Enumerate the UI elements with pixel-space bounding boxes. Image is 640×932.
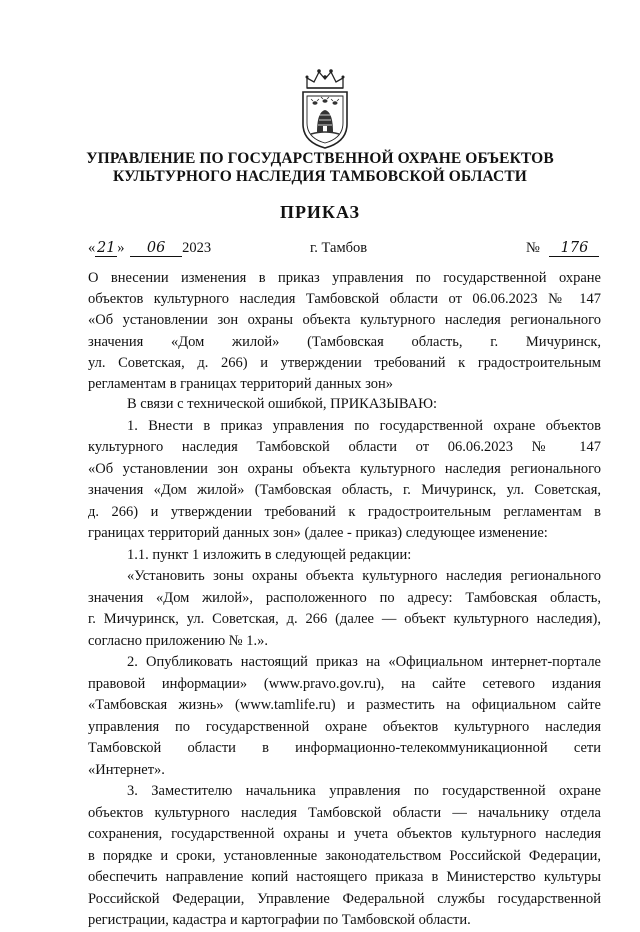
subject-line: объектов культурного наследия Тамбовской области от 06.06.2023 № 147 — [88, 291, 601, 308]
body-line: 1.1. пункт 1 изложить в следующей редакции: — [127, 546, 412, 563]
number-value: 176 — [549, 241, 599, 257]
body-line: «Об установлении зон охраны объекта культурного наследия регионального — [88, 460, 601, 477]
subject-line: «Об установлении зон охраны объекта культурного наследия регионального — [88, 312, 601, 329]
body-line: д. 266) и утверждении требований к градостроительным регламентам в — [88, 503, 601, 520]
body-line: обеспечить направление копий настоящего приказа в Министерство культуры — [88, 869, 601, 885]
subject-line: значения «Дом жилой» (Тамбовская область, г. Мичуринск, — [88, 333, 601, 350]
body-line: В связи с технической ошибкой, ПРИКАЗЫВАЮ: — [127, 396, 438, 412]
subject-line: регламентам в границах территорий данных зон» — [88, 375, 394, 392]
tambov-coat-of-arms-emblem — [297, 66, 353, 150]
body-line: «Тамбовская жизнь» (www.tamlife.ru) и разместить на официальном сайте — [88, 697, 601, 713]
date-day: 21 — [97, 240, 116, 256]
organization-name-line-2: КУЛЬТУРНОГО НАСЛЕДИЯ ТАМБОВСКОЙ ОБЛАСТИ — [113, 168, 527, 185]
body-line: значения «Дом жилой» (Тамбовская область, г. Мичуринск, ул. Советская, — [88, 482, 601, 498]
date-quote-open: « — [88, 240, 96, 256]
number-label: № — [526, 240, 540, 256]
body-line: культурного наследия Тамбовской области от 06.06.2023 № 147 — [88, 439, 601, 455]
body-line: 1. Внести в приказ управления по государственной охране объектов — [127, 417, 601, 434]
body-line: «Интернет». — [88, 761, 165, 778]
body-line: 3. Заместителю начальника управления по государственной охране — [127, 783, 601, 799]
body-line: границах территорий данных зон» (далее - приказ) следующее изменение: — [88, 525, 548, 541]
subject-line: ул. Советская, д. 266) и утверждении требований к градостроительным — [88, 354, 601, 371]
document-subject — [88, 268, 601, 395]
body-line: сохранения, государственной охраны и учета объектов культурного наследия — [88, 826, 601, 842]
body-line: управления по государственной охране объектов культурного наследия — [88, 718, 601, 735]
body-line: «Установить зоны охраны объекта культурного наследия регионального — [127, 568, 601, 584]
body-line: объектов культурного наследия Тамбовской области — начальнику отдела — [88, 804, 601, 821]
body-line: 2. Опубликовать настоящий приказ на «Официальном интернет-портале — [127, 654, 601, 670]
date-year: 2023 — [182, 240, 212, 256]
body-line: правовой информации» (www.pravo.gov.ru), на сайте сетевого издания — [88, 675, 601, 692]
date-quote-close: » — [117, 240, 125, 256]
document-body — [88, 394, 601, 932]
document-city: г. Тамбов — [310, 240, 368, 256]
organization-name-line-1: УПРАВЛЕНИЕ ПО ГОСУДАРСТВЕННОЙ ОХРАНЕ ОБЪЕКТОВ — [86, 150, 554, 167]
body-line: г. Мичуринск, ул. Советская, д. 266 (далее — объект культурного наследия), — [88, 611, 601, 627]
document-type-title: ПРИКАЗ — [279, 202, 361, 222]
body-line: Российской Федерации, Управление Федеральной службы государственной — [88, 890, 601, 907]
body-line: в порядке и сроки, установленные законодательством Российской Федерации, — [88, 847, 601, 864]
document-number — [526, 240, 599, 257]
body-line: Тамбовской области в информационно-телекоммуникационной сети — [88, 740, 601, 756]
body-line: регистрации, кадастра и картографии по Тамбовской области. — [88, 912, 471, 928]
document-date — [88, 240, 211, 257]
body-line: значения «Дом жилой», расположенного по адресу: Тамбовская область, — [88, 589, 601, 606]
subject-line: О внесении изменения в приказ управления по государственной охране — [88, 270, 601, 286]
date-month: 06 — [130, 241, 182, 257]
body-line: согласно приложению № 1.». — [88, 632, 268, 649]
